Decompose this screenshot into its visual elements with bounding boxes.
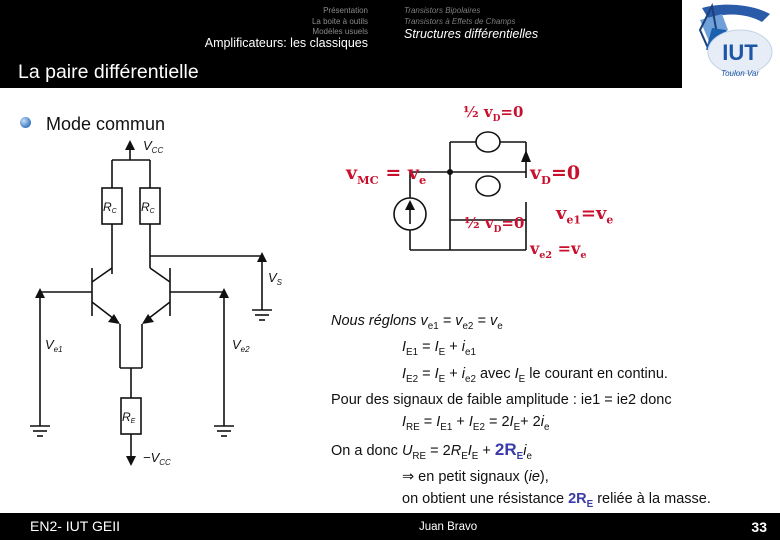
slide-title: La paire différentielle <box>18 61 199 83</box>
rc-right-label: RC <box>141 200 155 215</box>
vneg-label: $-V_{CC}$ <box>143 450 171 467</box>
nav-item-amplifiers-active[interactable]: Amplificateurs: les classiques <box>204 36 368 50</box>
vmc-label: $v_{MC} = v_e$ <box>346 162 427 187</box>
text-line-5: $I_{RE} = I_{E1} + I_{E2} = 2I_E+ 2i_e$ <box>402 414 550 433</box>
bullet-label: Mode commun <box>46 114 166 134</box>
text-line-1: Nous réglons $v_{e1} = v_{e2} = v_e$ <box>331 313 503 332</box>
nav-item-differential-active[interactable]: Structures différentielles <box>404 27 539 41</box>
ve1-label: $V_{e1}$ <box>45 337 63 354</box>
re-label: RE <box>122 410 136 425</box>
vcc-label: $V_{CC}$ <box>143 138 164 155</box>
iut-logo <box>682 0 780 88</box>
rc-left-label: RC <box>103 200 117 215</box>
nav-item-models[interactable]: Modèles usuels <box>312 27 368 36</box>
text-line-4: Pour des signaux de faible amplitude : ie1 = ie2 donc <box>331 392 672 409</box>
half-vd-bottom-label: ½ $v_D=0$ <box>464 214 525 235</box>
half-vd-top-label: ½ $v_D=0$ <box>463 103 524 124</box>
ve2-equiv-label: $v_{e2} =v_e$ <box>530 239 587 262</box>
nav-item-presentation[interactable]: Présentation <box>323 6 368 15</box>
text-line-6: On a donc $U_{RE} = 2R_EI_E + 2R_Ei_e$ <box>331 439 532 462</box>
text-line-2: $I_{E1} = I_E + i_{e1}$ <box>402 339 476 359</box>
text-line-3: $I_{E2} = I_E + i_{e2}$ avec $I_E$ le courant en continu. <box>402 365 668 385</box>
nav-item-fet[interactable]: Transistors à Effets de Champs <box>404 16 516 26</box>
vd-label: $v_D=0$ <box>530 162 581 187</box>
logo-text: IUT <box>722 40 758 65</box>
bullet-icon <box>20 117 31 128</box>
top-navigation-bar <box>0 0 780 60</box>
differential-pair-schematic <box>0 136 300 476</box>
text-line-8: on obtient une résistance $2R_E$ reliée à la masse. <box>402 490 711 510</box>
nav-item-toolbox[interactable]: La boite à outils <box>311 16 368 26</box>
explanation-text <box>331 311 751 515</box>
slide-number: 33 <box>751 519 767 535</box>
vs-label: $V_S$ <box>268 270 283 287</box>
footer-author: Juan Bravo <box>419 521 478 533</box>
ve1-equiv-label: $v_{e1}=v_e$ <box>556 203 614 227</box>
nav-item-bipolar[interactable]: Transistors Bipolaires <box>404 6 481 15</box>
logo-graphic <box>682 0 780 88</box>
logo-subtitle: Toulon Var <box>720 69 760 78</box>
footer-course-label: EN2- IUT GEII <box>30 518 120 534</box>
ve2-label: $V_{e2}$ <box>232 337 250 354</box>
text-line-7: ⇒ en petit signaux (ie), <box>402 469 549 486</box>
